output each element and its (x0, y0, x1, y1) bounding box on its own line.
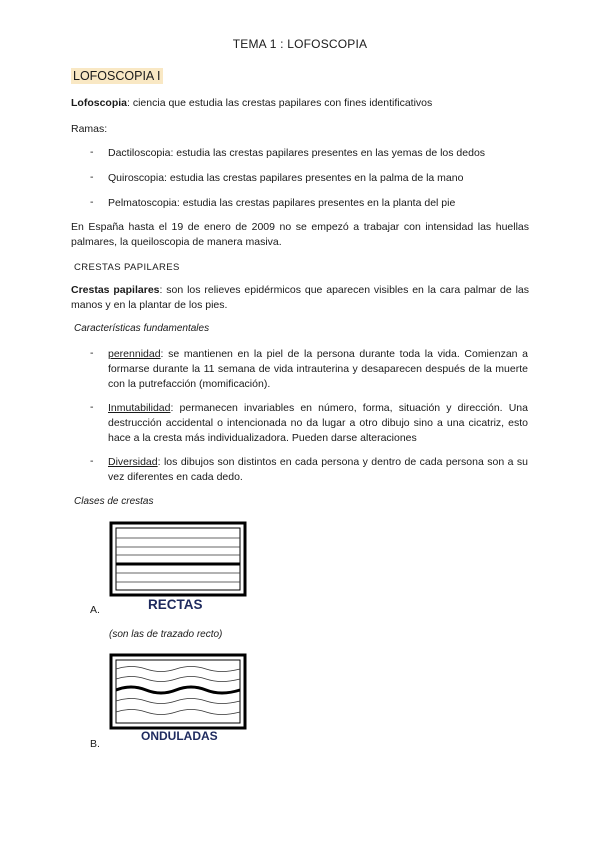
figure-a-label: A. (90, 604, 100, 616)
caracteristica-term: perennidad (108, 348, 161, 360)
definition-term: Lofoscopia (71, 97, 128, 109)
spain-paragraph: En España hasta el 19 de enero de 2009 no se empezó a trabajar con intensidad las huellas palmares, la queiloscopia de manera masiva. (71, 221, 529, 248)
rama-item: Pelmatoscopia: estudia las crestas papilares presentes en la planta del pie (108, 197, 456, 209)
caracteristica-item (108, 401, 528, 446)
onduladas-illustration (109, 652, 249, 732)
bullet-dash: - (90, 196, 94, 208)
caracteristica-term: Diversidad (108, 456, 158, 468)
bullet-dash: - (90, 455, 94, 467)
clases-heading: Clases de crestas (74, 496, 154, 507)
page-title: TEMA 1 : LOFOSCOPIA (232, 37, 368, 51)
caracteristicas-heading: Características fundamentales (74, 323, 210, 334)
figure-b-label: B. (90, 738, 100, 750)
onduladas-caption: ONDULADAS (141, 729, 218, 743)
definition-text: : ciencia que estudia las crestas papilares con fines identificativos (127, 97, 433, 109)
crestas-term: Crestas papilares (71, 284, 160, 296)
caracteristica-item (108, 455, 528, 485)
onduladas-figure (109, 652, 249, 737)
caracteristica-item (108, 347, 528, 392)
rama-item: Dactiloscopia: estudia las crestas papilares presentes en las yemas de los dedos (108, 147, 486, 159)
caracteristica-text: : se mantienen en la piel de la persona durante toda la vida. Comienzan a formarse durante la 11 semana de vida intrauterina y desaparecen después de la muerte con la putrefacción (momificación). (108, 348, 528, 390)
rectas-figure (109, 520, 249, 603)
bullet-dash: - (90, 171, 94, 183)
rectas-note: (son las de trazado recto) (109, 629, 223, 640)
crestas-definition: : son los relieves epidérmicos que aparecen visibles en la cara palmar de las manos y en la plantar de los pies. (71, 284, 529, 311)
caracteristica-text: : los dibujos son distintos en cada persona y dentro de cada persona son a su vez diferentes en cada dedo. (108, 456, 528, 483)
rectas-illustration (109, 520, 249, 598)
bullet-dash: - (90, 146, 94, 158)
section-heading: LOFOSCOPIA I (73, 69, 161, 83)
rama-item: Quiroscopia: estudia las crestas papilares presentes en la palma de la mano (108, 172, 464, 184)
bullet-dash: - (90, 347, 94, 359)
definition-paragraph (71, 96, 529, 111)
caracteristica-term: Inmutabilidad (108, 402, 171, 414)
caracteristica-text: : permanecen invariables en número, forma, situación y dirección. Una destrucción accidental o intencionada no da lugar a otro dibujo sino a una cicatriz, esto hace a la cresta más individualizadora. Pueden darse alteraciones (108, 402, 528, 444)
ramas-label: Ramas: (71, 123, 108, 135)
crestas-paragraph (71, 283, 529, 313)
crestas-heading: CRESTAS PAPILARES (74, 262, 180, 273)
bullet-dash: - (90, 401, 94, 413)
rectas-caption: RECTAS (148, 597, 203, 612)
